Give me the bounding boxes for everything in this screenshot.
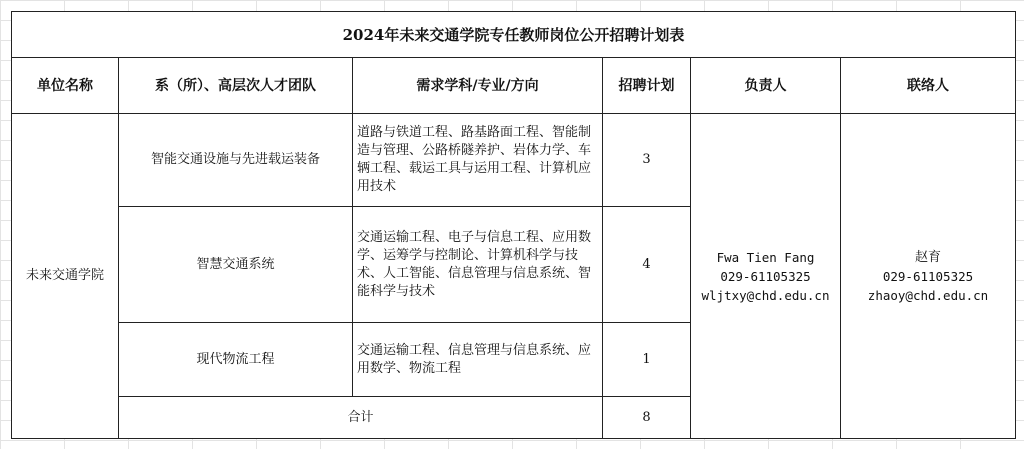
lead-name: Fwa Tien Fang bbox=[716, 249, 815, 265]
plan-cell: 1 bbox=[603, 323, 691, 397]
requirements-cell: 交通运输工程、电子与信息工程、应用数学、运筹学与控制论、计算机科学与技术、人工智能、信息管理与信息系统、智能科学与技术 bbox=[353, 207, 603, 323]
total-value: 8 bbox=[603, 397, 691, 439]
lead-email: wljtxy@chd.edu.cn bbox=[701, 287, 830, 303]
header-major: 需求学科/专业/方向 bbox=[353, 58, 603, 114]
total-label: 合计 bbox=[119, 397, 603, 439]
recruitment-table bbox=[11, 11, 1016, 439]
header-dept: 系（所）、高层次人才团队 bbox=[119, 58, 353, 114]
header-lead: 负责人 bbox=[691, 58, 841, 114]
requirements-cell: 交通运输工程、信息管理与信息系统、应用数学、物流工程 bbox=[353, 323, 603, 397]
dept-cell: 智慧交通系统 bbox=[119, 207, 353, 323]
header-plan: 招聘计划 bbox=[603, 58, 691, 114]
plan-cell: 3 bbox=[603, 114, 691, 207]
dept-cell: 智能交通设施与先进载运装备 bbox=[119, 114, 353, 207]
dept-cell: 现代物流工程 bbox=[119, 323, 353, 397]
header-contact: 联络人 bbox=[841, 58, 1016, 114]
contact-cell bbox=[841, 114, 1016, 439]
lead-cell bbox=[691, 114, 841, 439]
requirements-cell: 道路与铁道工程、路基路面工程、智能制造与管理、公路桥隧养护、岩体力学、车辆工程、载运工具与运用工程、计算机应用技术 bbox=[353, 114, 603, 207]
lead-phone: 029-61105325 bbox=[720, 268, 811, 284]
header-unit: 单位名称 bbox=[12, 58, 119, 114]
plan-cell: 4 bbox=[603, 207, 691, 323]
contact-phone: 029-61105325 bbox=[882, 268, 974, 284]
contact-name: 赵育 bbox=[915, 249, 942, 265]
table-title: 2024年未来交通学院专任教师岗位公开招聘计划表 bbox=[12, 12, 1016, 58]
contact-email: zhaoy@chd.edu.cn bbox=[867, 287, 989, 303]
unit-name-cell: 未来交通学院 bbox=[12, 114, 119, 439]
